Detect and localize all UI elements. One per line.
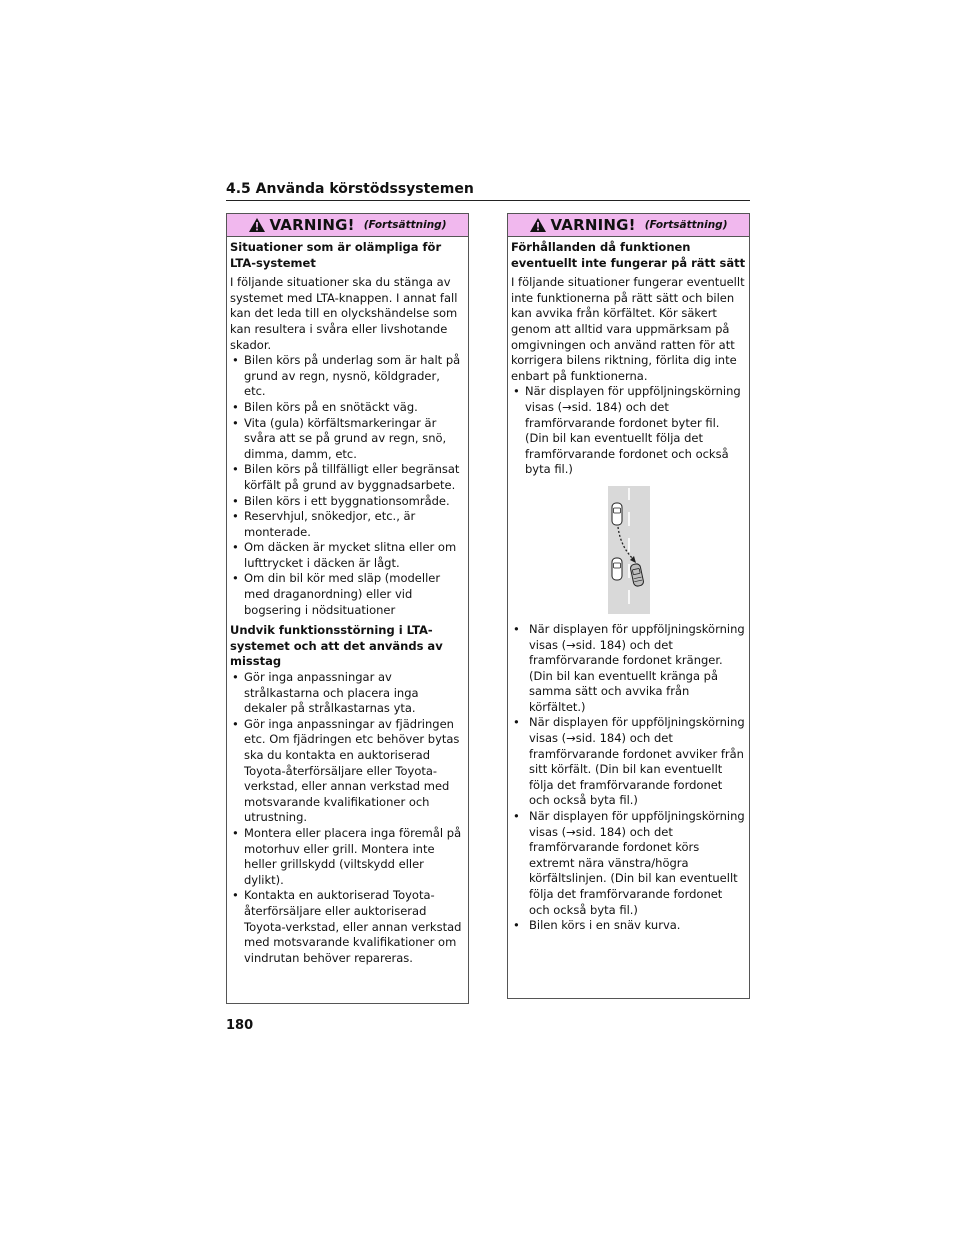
lead-car-icon [612, 503, 622, 525]
list-item: • Gör inga anpassningar av fjädringen etc. Om fjädringen etc behöver bytas ska du kontakta en auktoriserad Toyota-återförsäljare eller Toyota-verkstad, eller annan verkstad med motsvarande kvalifikationer och utrustning. [230, 717, 465, 826]
list-item: • Bilen körs i en snäv kurva. [511, 918, 746, 934]
warning-title: VARNING! [550, 216, 636, 234]
list-item: • Kontakta en auktoriserad Toyota-återförsäljare eller auktoriserad Toyota-verkstad, eller annan verkstad med motsvarande kvalifikationer om vindrutan behöver repareras. [230, 888, 465, 966]
list-item: • Bilen körs i ett byggnationsområde. [230, 494, 465, 510]
intro-paragraph: I följande situationer ska du stänga av systemet med LTA-knappen. I annat fall kan det leda till en olyckshändelse som kan resultera i svåra eller livshotande skador. [230, 275, 458, 352]
warning-continued: (Fortsättning) [363, 219, 447, 231]
conditions-list [511, 622, 746, 934]
list-item: • När displayen för uppföljningskörning visas (→sid. 184) och det framförvarande fordonet avviker från sitt körfält. (Din bil kan eventuellt följa det framförvarande fordonet och också byta fil.) [511, 715, 746, 809]
warning-header [227, 214, 468, 237]
warning-triangle-icon [248, 217, 266, 233]
list-item: • Bilen körs på underlag som är halt på grund av regn, nysnö, köldgrader, etc. [230, 353, 465, 400]
page-number: 180 [226, 1018, 254, 1033]
list-item: • Om däcken är mycket slitna eller om lufttrycket i däcken är lågt. [230, 540, 465, 571]
warning-triangle-icon [529, 217, 547, 233]
list-item: • Vita (gula) körfältsmarkeringar är svåra att se på grund av regn, snö, dimma, damm, etc. [230, 416, 465, 463]
warning-box-right [507, 213, 750, 999]
avoid-malfunction-list [230, 670, 465, 966]
heading-may-not-work: Förhållanden då funktionen eventuellt inte fungerar på rätt sätt [511, 240, 746, 270]
list-item: • Bilen körs på en snötäckt väg. [230, 400, 465, 416]
lane-change-illustration [608, 486, 650, 614]
list-item: • Montera eller placera inga föremål på motorhuv eller grill. Montera inte heller grillskydd (viltskydd eller dylikt). [230, 826, 465, 888]
list-item: • Bilen körs på tillfälligt eller begränsat körfält på grund av byggnadsarbete. [230, 462, 465, 493]
list-item: • Om din bil kör med släp (modeller med draganordning) eller vid bogsering i nödsituationer [230, 571, 465, 618]
warning-continued: (Fortsättning) [644, 219, 728, 231]
intro-paragraph: I följande situationer fungerar eventuellt inte funktionerna på rätt sätt och bilen kan avvika från körfältet. Kör säkert genom att alltid vara uppmärksam på omgivningen och använd ratten för att korrigera bilens riktning, förlita dig inte enbart på funktionerna. [511, 275, 745, 383]
heading-avoid-malfunction: Undvik funktionsstörning i LTA-systemet och att det används av misstag [230, 623, 443, 669]
conditions-list-first [511, 384, 746, 478]
list-item: • När displayen för uppföljningskörning visas (→sid. 184) och det framförvarande fordonet byter fil. (Din bil kan eventuellt följa det framförvarande fordonet och också byta fil.) [511, 384, 746, 478]
warning-title: VARNING! [269, 216, 355, 234]
warning-box-left [226, 213, 469, 1004]
list-item: • När displayen för uppföljningskörning visas (→sid. 184) och det framförvarande fordonet körs extremt nära vänstra/högra körfältslinjen. (Din bil kan eventuellt följa det framförvarande fordonet och också byta fil.) [511, 809, 746, 918]
section-title: 4.5 Använda körstödssystemen [226, 180, 750, 201]
warning-header [508, 214, 749, 237]
unsuitable-list [230, 353, 465, 618]
own-car-icon [612, 558, 622, 580]
list-item: • Reservhjul, snökedjor, etc., är monterade. [230, 509, 465, 540]
heading-unsuitable-situations: Situationer som är olämpliga för LTA-systemet [230, 240, 442, 270]
list-item: • Gör inga anpassningar av strålkastarna och placera inga dekaler på strålkastarnas yta. [230, 670, 465, 717]
list-item: • När displayen för uppföljningskörning visas (→sid. 184) och det framförvarande fordonet kränger. (Din bil kan eventuellt kränga på samma sätt och avvika från körfältet.) [511, 622, 746, 716]
